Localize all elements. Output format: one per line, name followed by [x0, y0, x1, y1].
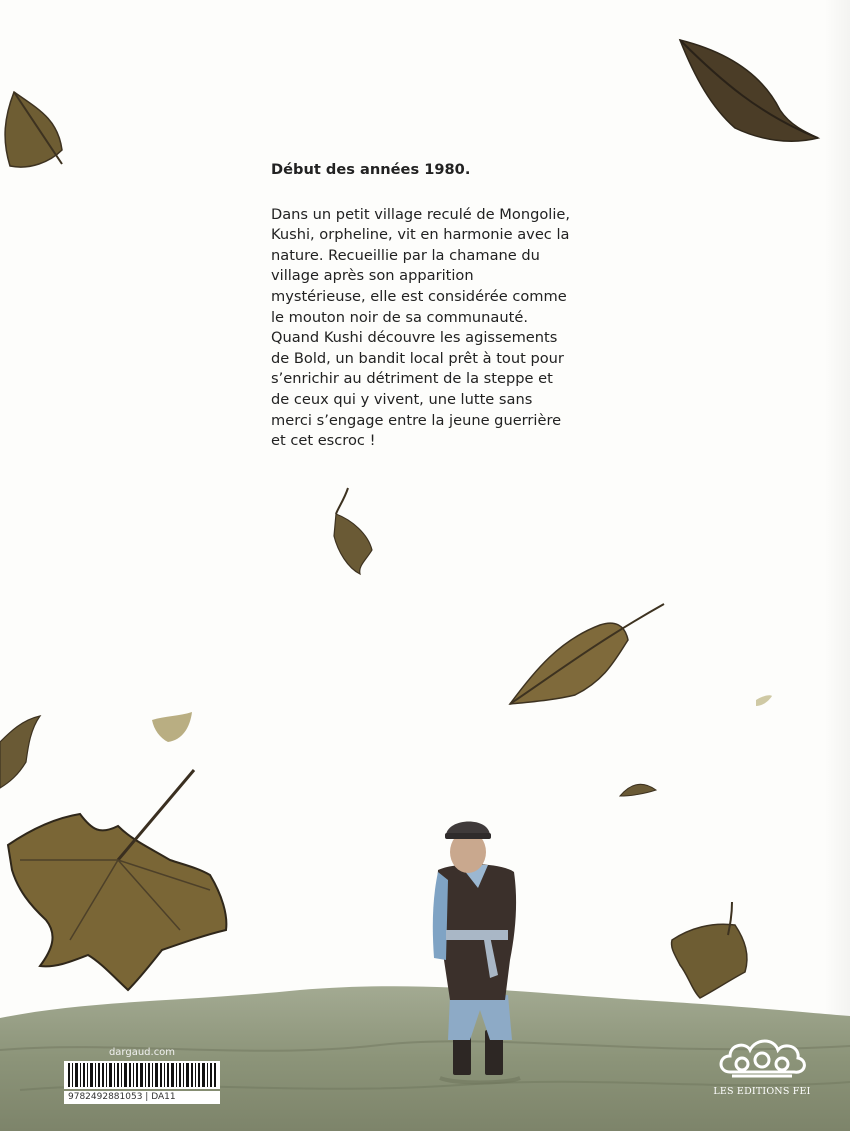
barcode-panel: [64, 1047, 220, 1105]
back-cover-blurb: [271, 160, 571, 452]
isbn-number: 9782492881053 | DA11: [64, 1091, 220, 1104]
falling-leaf-icon: [680, 40, 818, 141]
publisher-website: dargaud.com: [108, 1047, 176, 1058]
barcode-icon: [64, 1061, 220, 1089]
falling-leaf-icon: [672, 902, 747, 998]
falling-leaf-icon: [152, 712, 192, 742]
falling-leaf-icon: [334, 488, 372, 574]
falling-leaf-icon: [510, 604, 664, 704]
period-heading: Début des années 1980.: [271, 161, 471, 178]
falling-leaf-icon: [5, 92, 62, 167]
cloud-knot-icon: [712, 1032, 812, 1084]
falling-leaf-icon: [756, 695, 772, 706]
falling-leaf-icon: [0, 716, 40, 788]
story-summary: Dans un petit village reculé de Mongolie, Kushi, orpheline, vit en harmonie avec la nature. Recueillie par la chamane du village après son apparition mystérieuse, elle est considérée comme le mouton noir de sa communauté. Quand Kushi découvre les agissements de Bold, un bandit local prêt à tout pour s’enrichir au détriment de la steppe et de ceux qui y vivent, une lutte sans merci s’engage entre la jeune guerrière et cet escroc !: [271, 205, 570, 450]
maple-leaf-icon: [8, 770, 226, 990]
falling-leaf-icon: [620, 784, 656, 796]
publisher-name: LES EDITIONS FEI: [713, 1086, 811, 1097]
publisher-logo: [712, 1032, 812, 1098]
